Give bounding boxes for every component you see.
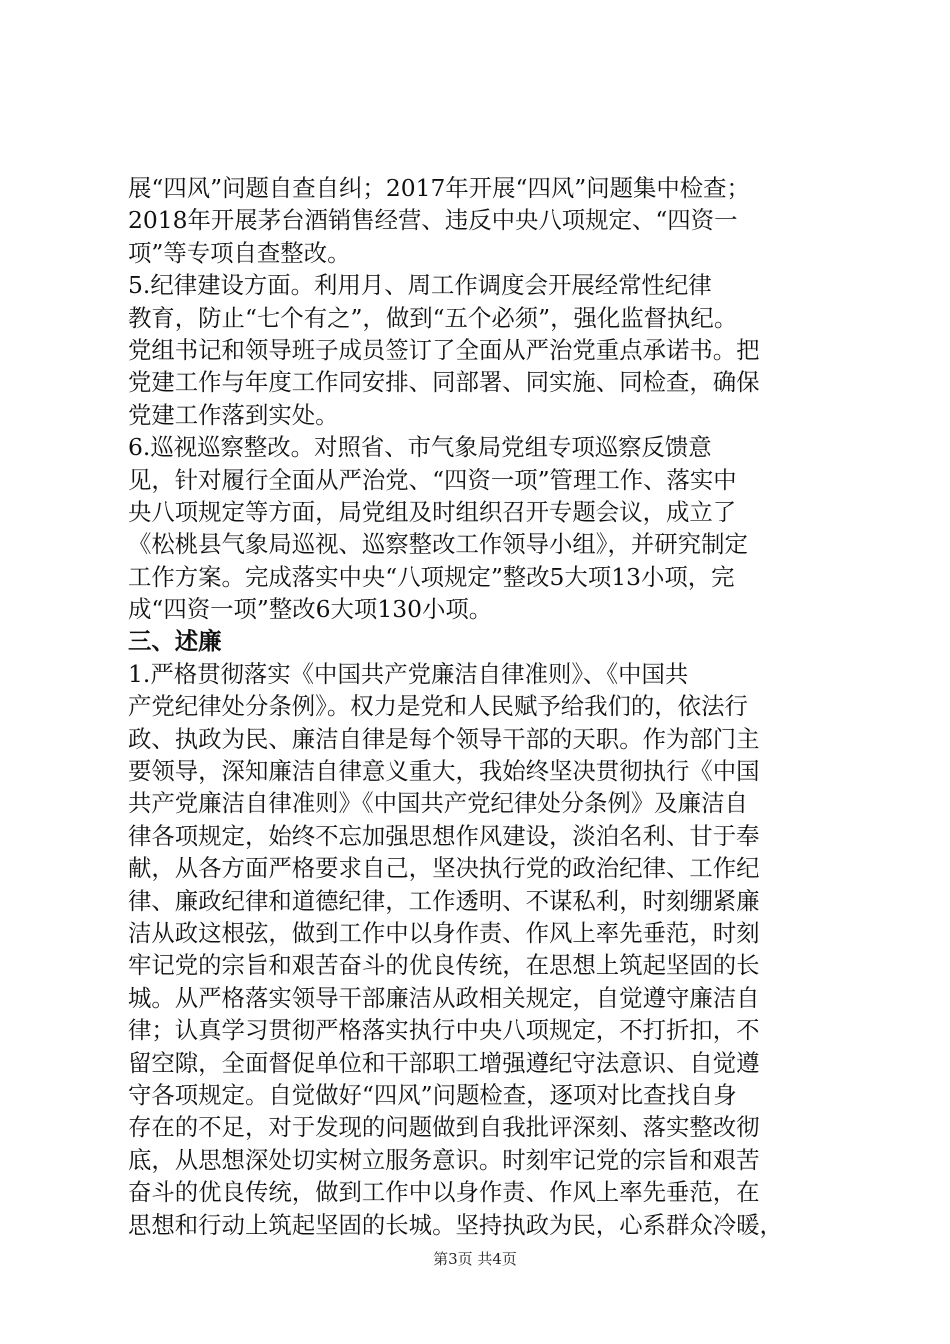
- section-heading: 三、述廉: [128, 627, 222, 656]
- text-line: 党建工作与年度工作同安排、同部署、同实施、同检查，确保: [128, 368, 760, 397]
- text-line: 底，从思想深处切实树立服务意识。时刻牢记党的宗旨和艰苦: [128, 1145, 760, 1174]
- text-line: 牢记党的宗旨和艰苦奋斗的优良传统，在思想上筑起坚固的长: [128, 951, 760, 980]
- text-line: 《松桃县气象局巡视、巡察整改工作领导小组》，并研究制定: [128, 530, 748, 559]
- text-line: 1.严格贯彻落实《中国共产党廉洁自律准则》、《中国共: [128, 659, 689, 688]
- text-line: 央八项规定等方面，局党组及时组织召开专题会议，成立了: [128, 497, 737, 526]
- text-line: 奋斗的优良传统，做到工作中以身作责、作风上率先垂范，在: [128, 1178, 760, 1207]
- text-line: 5.纪律建设方面。利用月、周工作调度会开展经常性纪律: [128, 271, 712, 300]
- text-line: 党建工作落到实处。: [128, 400, 339, 429]
- text-line: 献，从各方面严格要求自己，坚决执行党的政治纪律、工作纪: [128, 854, 760, 883]
- text-line: 律各项规定，始终不忘加强思想作风建设，淡泊名利、甘于奉: [128, 821, 760, 850]
- text-line: 存在的不足，对于发现的问题做到自我批评深刻、落实整改彻: [128, 1113, 760, 1142]
- document-body: [128, 172, 828, 1241]
- text-line: 工作方案。完成落实中央“八项规定”整改5大项13小项，完: [128, 562, 735, 591]
- text-line: 教育，防止“七个有之”，做到“五个必须”，强化监督执纪。: [128, 303, 738, 332]
- text-line: 产党纪律处分条例》。权力是党和人民赋予给我们的，依法行: [128, 692, 748, 721]
- text-line: 律、廉政纪律和道德纪律，工作透明、不谋私利，时刻绷紧廉: [128, 886, 760, 915]
- text-line: 2018年开展茅台酒销售经营、违反中央八项规定、“四资一: [128, 206, 738, 235]
- text-line: 见，针对履行全面从严治党、“四资一项”管理工作、落实中: [128, 465, 737, 494]
- text-line: 政、执政为民、廉洁自律是每个领导干部的天职。作为部门主: [128, 724, 760, 753]
- text-line: 展“四风”问题自查自纠；2017年开展“四风”问题集中检查；: [128, 174, 750, 202]
- text-line: 思想和行动上筑起坚固的长城。坚持执政为民，心系群众冷暖，: [128, 1210, 783, 1239]
- text-line: 项”等专项自查整改。: [128, 238, 351, 267]
- text-line: 律；认真学习贯彻严格落实执行中央八项规定，不打折扣，不: [128, 1016, 760, 1045]
- text-line: 共产党廉洁自律准则》《中国共产党纪律处分条例》及廉洁自: [128, 789, 748, 818]
- text-line: 6.巡视巡察整改。对照省、市气象局党组专项巡察反馈意: [128, 433, 712, 462]
- text-line: 党组书记和领导班子成员签订了全面从严治党重点承诺书。把: [128, 335, 760, 364]
- text-line: 城。从严格落实领导干部廉洁从政相关规定，自觉遵守廉洁自: [128, 983, 760, 1012]
- page-number-footer: 第3页 共4页: [433, 1250, 517, 1268]
- text-line: 成“四资一项”整改6大项130小项。: [128, 595, 493, 624]
- text-line: 留空隙，全面督促单位和干部职工增强遵纪守法意识、自觉遵: [128, 1048, 760, 1077]
- text-line: 守各项规定。自觉做好“四风”问题检查，逐项对比查找自身: [128, 1080, 737, 1109]
- text-line: 要领导，深知廉洁自律意义重大，我始终坚决贯彻执行《中国: [128, 757, 760, 786]
- text-line: 洁从政这根弦，做到工作中以身作责、作风上率先垂范，时刻: [128, 918, 760, 947]
